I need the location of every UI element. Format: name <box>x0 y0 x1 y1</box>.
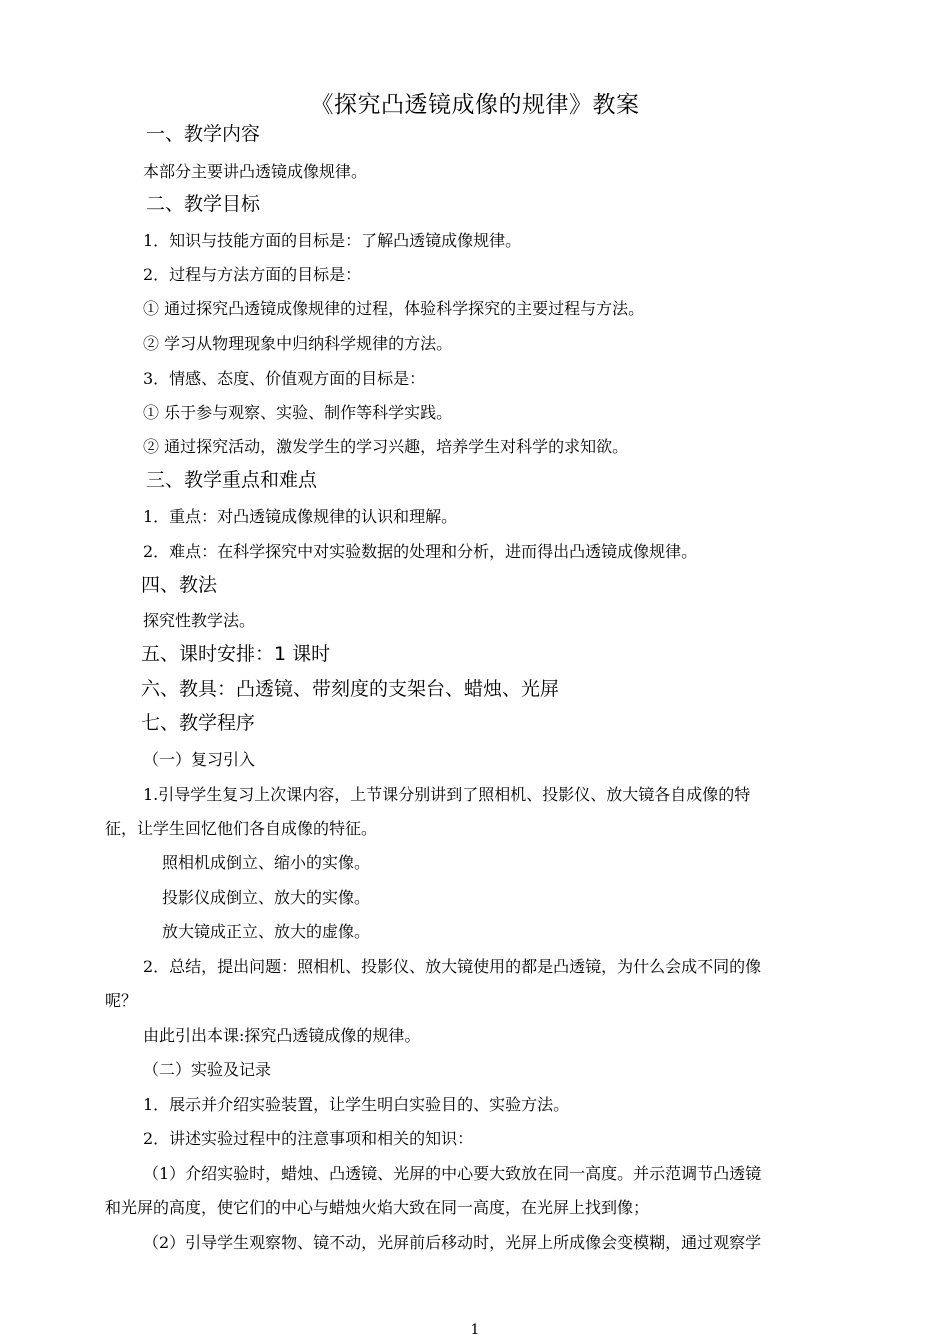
paragraph: （2）引导学生观察物、镜不动，光屏前后移动时，光屏上所成像会变模糊，通过观察学 <box>143 1233 762 1252</box>
list-item: 2．难点：在科学探究中对实验数据的处理和分析，进而得出凸透镜成像规律。 <box>143 542 698 561</box>
paragraph: 征，让学生回忆他们各自成像的特征。 <box>105 819 378 838</box>
list-item: 2．讲述实验过程中的注意事项和相关的知识： <box>143 1129 474 1148</box>
page-number: 1 <box>470 1322 480 1338</box>
list-item: 1．知识与技能方面的目标是：了解凸透镜成像规律。 <box>143 231 522 250</box>
list-item: ② 学习从物理现象中归纳科学规律的方法。 <box>143 334 453 353</box>
section-heading-1: 一、教学内容 <box>146 123 261 145</box>
paragraph: 本部分主要讲凸透镜成像规律。 <box>143 162 368 181</box>
paragraph: 和光屏的高度，使它们的中心与蜡烛火焰大致在同一高度，在光屏上找到像； <box>105 1198 650 1217</box>
list-item: 1．展示并介绍实验装置，让学生明白实验目的、实验方法。 <box>143 1095 570 1114</box>
paragraph: 由此引出本课:探究凸透镜成像的规律。 <box>143 1026 421 1045</box>
section-heading-4: 四、教法 <box>141 574 218 596</box>
paragraph: 1.引导学生复习上次课内容，上节课分别讲到了照相机、投影仪、放大镜各自成像的特 <box>143 785 751 804</box>
section-heading-7: 七、教学程序 <box>141 712 256 734</box>
paragraph: （1）介绍实验时，蜡烛、凸透镜、光屏的中心要大致放在同一高度。并示范调节凸透镜 <box>143 1164 762 1183</box>
list-item: 3．情感、态度、价值观方面的目标是： <box>143 369 426 388</box>
paragraph: 照相机成倒立、缩小的实像。 <box>162 853 371 872</box>
section-heading-6: 六、教具：凸透镜、带刻度的支架台、蜡烛、光屏 <box>141 678 560 700</box>
list-item: ① 乐于参与观察、实验、制作等科学实践。 <box>143 403 453 422</box>
paragraph: 投影仪成倒立、放大的实像。 <box>162 888 371 907</box>
section-heading-5: 五、课时安排：1 课时 <box>141 643 331 665</box>
list-item: 1．重点：对凸透镜成像规律的认识和理解。 <box>143 507 458 526</box>
paragraph: 2．总结，提出问题：照相机、投影仪、放大镜使用的都是凸透镜，为什么会成不同的像 <box>143 957 762 976</box>
subsection-heading: （二）实验及记录 <box>143 1060 272 1079</box>
section-heading-2: 二、教学目标 <box>146 193 261 215</box>
list-item: ① 通过探究凸透镜成像规律的过程，体验科学探究的主要过程与方法。 <box>143 299 645 318</box>
subsection-heading: （一）复习引入 <box>143 750 256 769</box>
paragraph: 放大镜成正立、放大的虚像。 <box>162 922 371 941</box>
list-item: ② 通过探究活动，激发学生的学习兴趣，培养学生对科学的求知欲。 <box>143 437 629 456</box>
list-item: 2．过程与方法方面的目标是： <box>143 265 362 284</box>
paragraph: 探究性教学法。 <box>143 611 256 630</box>
paragraph: 呢？ <box>105 991 138 1010</box>
section-heading-3: 三、教学重点和难点 <box>146 469 318 491</box>
document-title: 《探究凸透镜成像的规律》教案 <box>310 92 640 118</box>
